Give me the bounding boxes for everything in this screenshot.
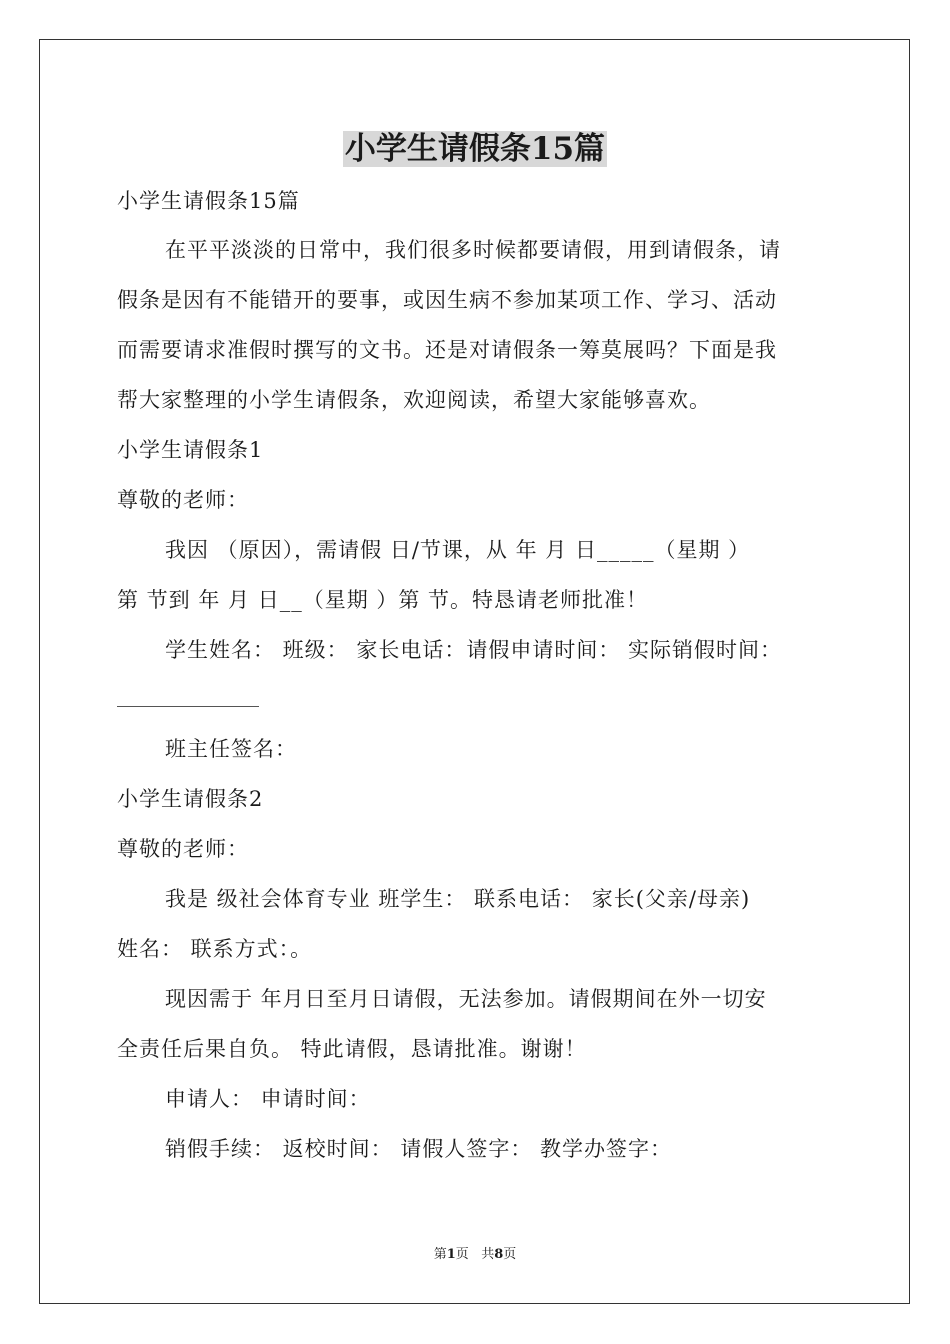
footer-total-number: 8 <box>494 1247 504 1262</box>
paragraph-line: 假条是因有不能错开的要事，或因生病不参加某项工作、学习、活动 <box>117 288 777 312</box>
paragraph-line: 全责任后果自负。 特此请假，恳请批准。谢谢！ <box>117 1037 587 1061</box>
paragraph-line: 而需要请求准假时撰写的文书。还是对请假条一筹莫展吗？下面是我 <box>117 338 777 362</box>
paragraph-line: 我因 （原因），需请假 日/节课，从 年 月 日_____（星期 ） <box>165 538 751 562</box>
section-heading: 小学生请假条2 <box>117 787 264 811</box>
footer-page-suffix: 页 <box>455 1247 469 1262</box>
paragraph-line: 我是 级社会体育专业 班学生： 联系电话： 家长(父亲/母亲) <box>165 887 751 911</box>
fill-in-blank-rule <box>117 706 259 707</box>
paragraph-line: 第 节到 年 月 日__（星期 ）第 节。特恳请老师批准！ <box>117 588 649 612</box>
paragraph-line: 在平平淡淡的日常中，我们很多时候都要请假，用到请假条，请 <box>165 238 781 262</box>
form-fields-line: 学生姓名： 班级： 家长电话：请假申请时间： 实际销假时间： <box>165 638 783 662</box>
page-footer <box>0 1245 950 1265</box>
paragraph-line: 现因需于 年月日至月日请假，无法参加。请假期间在外一切安 <box>165 987 767 1011</box>
title-text: 小学生请假条15篇 <box>344 131 606 167</box>
footer-page-number: 1 <box>446 1247 456 1262</box>
section-heading: 小学生请假条1 <box>117 438 264 462</box>
salutation: 尊敬的老师： <box>117 837 249 861</box>
paragraph-line: 帮大家整理的小学生请假条，欢迎阅读，希望大家能够喜欢。 <box>117 388 711 412</box>
footer-total-prefix: 共 <box>481 1247 495 1262</box>
applicant-line: 申请人： 申请时间： <box>165 1087 371 1111</box>
page-border <box>39 39 910 1304</box>
signature-line: 班主任签名： <box>165 737 297 761</box>
salutation: 尊敬的老师： <box>117 488 249 512</box>
document-title <box>0 128 950 170</box>
footer-total-suffix: 页 <box>503 1247 517 1262</box>
cancel-leave-line: 销假手续： 返校时间： 请假人签字： 教学办签字： <box>165 1137 673 1161</box>
paragraph-line: 姓名： 联系方式：。 <box>117 937 313 961</box>
subtitle-line: 小学生请假条15篇 <box>117 189 300 213</box>
footer-page-prefix: 第 <box>433 1247 447 1262</box>
